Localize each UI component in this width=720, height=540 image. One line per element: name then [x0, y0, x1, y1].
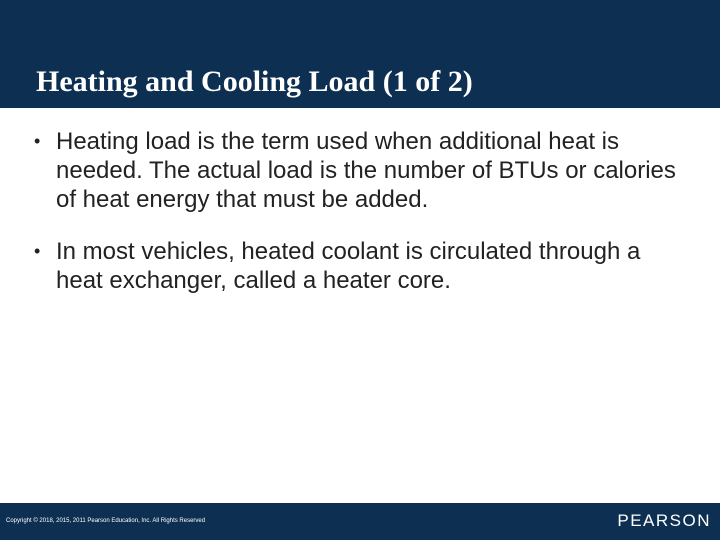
bullet-text: In most vehicles, heated coolant is circulated through a heat exchanger, called a heater core. [56, 238, 641, 294]
pearson-logo: PEARSON [617, 511, 711, 530]
copyright-notice: Copyright © 2018, 2015, 2011 Pearson Education, Inc. All Rights Reserved [6, 518, 206, 524]
header-band [0, 0, 720, 108]
bullet-marker: • [34, 241, 41, 261]
bullet-item [34, 237, 684, 295]
bullet-text: Heating load is the term used when additional heat is needed. The actual load is the number of BTUs or calories of heat energy that must be added. [56, 128, 676, 213]
bullet-item [34, 127, 684, 214]
slide-title: Heating and Cooling Load (1 of 2) [36, 65, 473, 98]
bullet-marker: • [34, 131, 41, 151]
footer-band [0, 503, 720, 540]
bullet-list [34, 127, 684, 318]
